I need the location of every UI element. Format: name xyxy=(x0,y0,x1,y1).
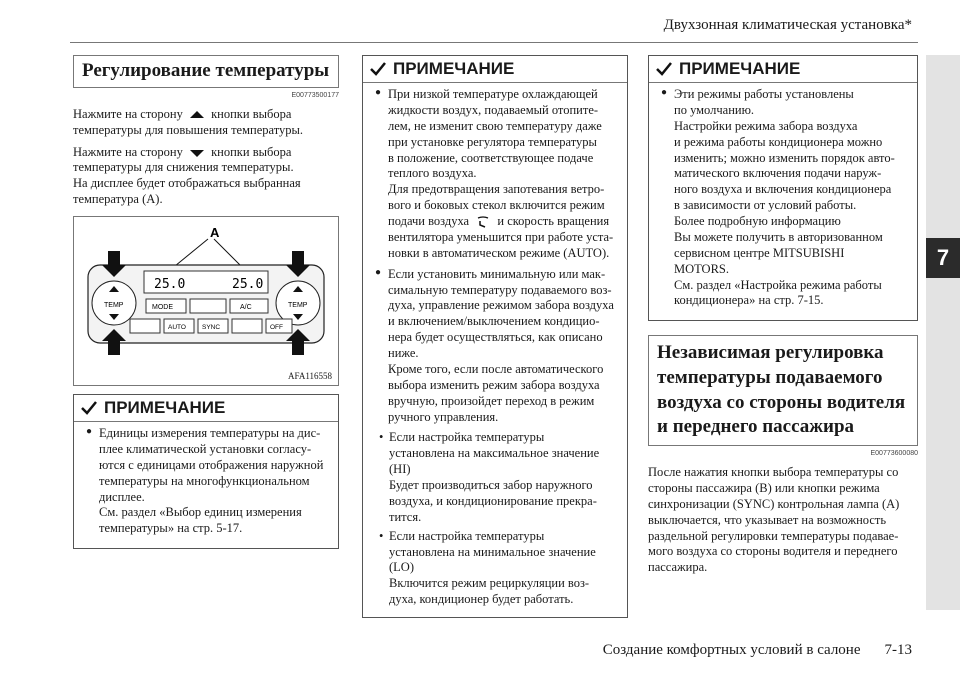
note-box-defaults xyxy=(648,55,918,321)
side-tab xyxy=(926,55,960,610)
note-heading-text: ПРИМЕЧАНИЕ xyxy=(393,59,515,78)
paragraph-increase xyxy=(73,107,339,139)
note-item-coolant-a: При низкой температуре охлаждающей жидкости воздух, подаваемый отопите- лем, не изменит свою температуру даже при установке регулятора температуры в положение, соответствующее подаче теплого воздуха. Для предотвращения запотевания ветро- вого и боковых стекол включится режим подачи воздуха xyxy=(388,87,605,228)
button-off: OFF xyxy=(270,324,283,332)
figure-callout-a: A xyxy=(210,225,220,241)
note-subitem-hi: • Если настройка температуры установлена на максимальное значение (HI) Будет производиться забор наружного воздуха, и кондиционирование прекра- тится. xyxy=(375,430,619,525)
page-header-title: Двухзонная климатическая установка* xyxy=(663,17,912,33)
check-pencil-icon xyxy=(80,399,98,417)
control-panel-illustration xyxy=(74,217,338,383)
knob-label-left: TEMP xyxy=(104,302,124,310)
check-pencil-icon xyxy=(369,60,387,78)
button-mode: MODE xyxy=(152,304,173,312)
section-title-temperature: Регулирование температуры xyxy=(73,55,339,88)
note-item-coolant-b: и скорость вращения вентилятора уменьшится при работе уста- новки в автоматическом режиме (AUTO). xyxy=(388,214,614,260)
note-heading-text: ПРИМЕЧАНИЕ xyxy=(104,398,226,418)
note-heading-text: ПРИМЕЧАНИЕ xyxy=(679,59,801,78)
button-sync: SYNC xyxy=(202,324,221,332)
paragraph-independent: После нажатия кнопки выбора температуры со стороны пассажира (B) или кнопки режима синхронизации (SYNC) контрольная лампа (A) выключается, что указывает на возможность раздельной регулировки температуры подавае- мого воздуха со стороны водителя и переднего пассажира. xyxy=(648,465,900,575)
note-heading xyxy=(649,56,917,83)
figure-caption: AFA116558 xyxy=(287,371,332,382)
display-temp-right: 25.0 xyxy=(232,277,264,293)
header-rule xyxy=(70,42,918,43)
column-middle xyxy=(362,55,628,618)
column-right xyxy=(648,55,918,582)
knob-label-right: TEMP xyxy=(288,302,308,310)
note-item-min-max: ● Если установить минимальную или мак- симальную температуру подаваемого воз- духа, управление режимом забора воздуха и включением/выключением кондицио- нера будет осуществляться, как описано ниже. Кроме того, если после автоматического выбора изменить режим забора воздуха вручную, произойдет переход в режим ручного управления. xyxy=(375,267,619,426)
section-title-independent: Независимая регулировка температуры подаваемого воздуха со стороны водителя и переднего пассажира xyxy=(648,335,918,446)
check-pencil-icon xyxy=(655,60,673,78)
page-footer xyxy=(603,642,912,659)
paragraph-display: На дисплее будет отображаться выбранная температура (A). xyxy=(73,176,301,207)
note-item-coolant xyxy=(375,87,619,262)
chapter-marker: 7 xyxy=(926,238,960,278)
note-box-coolant xyxy=(362,55,628,618)
display-temp-left: 25.0 xyxy=(154,277,186,293)
paragraph-increase-a: Нажмите на сторону xyxy=(73,106,183,121)
section-code: E00773500177 xyxy=(291,91,339,99)
note-item-units: ● Единицы измерения температуры на дис- плее климатической установки согласу- ются с единицами отображения наружной температуры на многофункциональном дисплее. См. раздел «Выбор единиц измерения температуры» на стр. 5-17. xyxy=(86,426,330,537)
button-auto: AUTO xyxy=(168,324,186,332)
column-left xyxy=(73,55,339,549)
note-heading xyxy=(363,56,627,83)
paragraph-decrease-a: Нажмите на сторону xyxy=(73,144,183,159)
arrow-up-icon xyxy=(189,110,205,120)
paragraph-decrease xyxy=(73,145,339,209)
section-code: E00773600080 xyxy=(870,450,918,457)
windshield-airflow-icon xyxy=(475,215,491,229)
note-box-units xyxy=(73,394,339,549)
note-subitem-lo: • Если настройка температуры установлена на минимальное значение (LO) Включится режим рециркуляции воз- духа, кондиционер будет работать. xyxy=(375,529,619,608)
arrow-down-icon xyxy=(189,148,205,158)
note-heading xyxy=(74,395,338,422)
page-number: 7-13 xyxy=(884,642,912,658)
footer-section: Создание комфортных условий в салоне xyxy=(602,642,861,658)
button-ac: A/C xyxy=(240,304,252,312)
control-panel-figure xyxy=(73,216,339,386)
paragraph-decrease-b: кнопки выбора температуры для снижения температуры. xyxy=(73,144,294,175)
paragraph-increase-b: кнопки выбора температуры для повышения температуры. xyxy=(73,106,304,137)
note-item-defaults: ● Эти режимы работы установлены по умолчанию. Настройки режима забора воздуха и режима работы кондиционера можно изменить; можно изменить порядок авто- матического включения подачи наруж- ного воздуха и включения кондиционера в зависимости от условий работы. Более подробную информацию Вы можете получить в авторизованном сервисном центре MITSUBISHI MOTORS. См. раздел «Настройка режима работы кондиционера» на стр. 7-15. xyxy=(661,87,909,309)
